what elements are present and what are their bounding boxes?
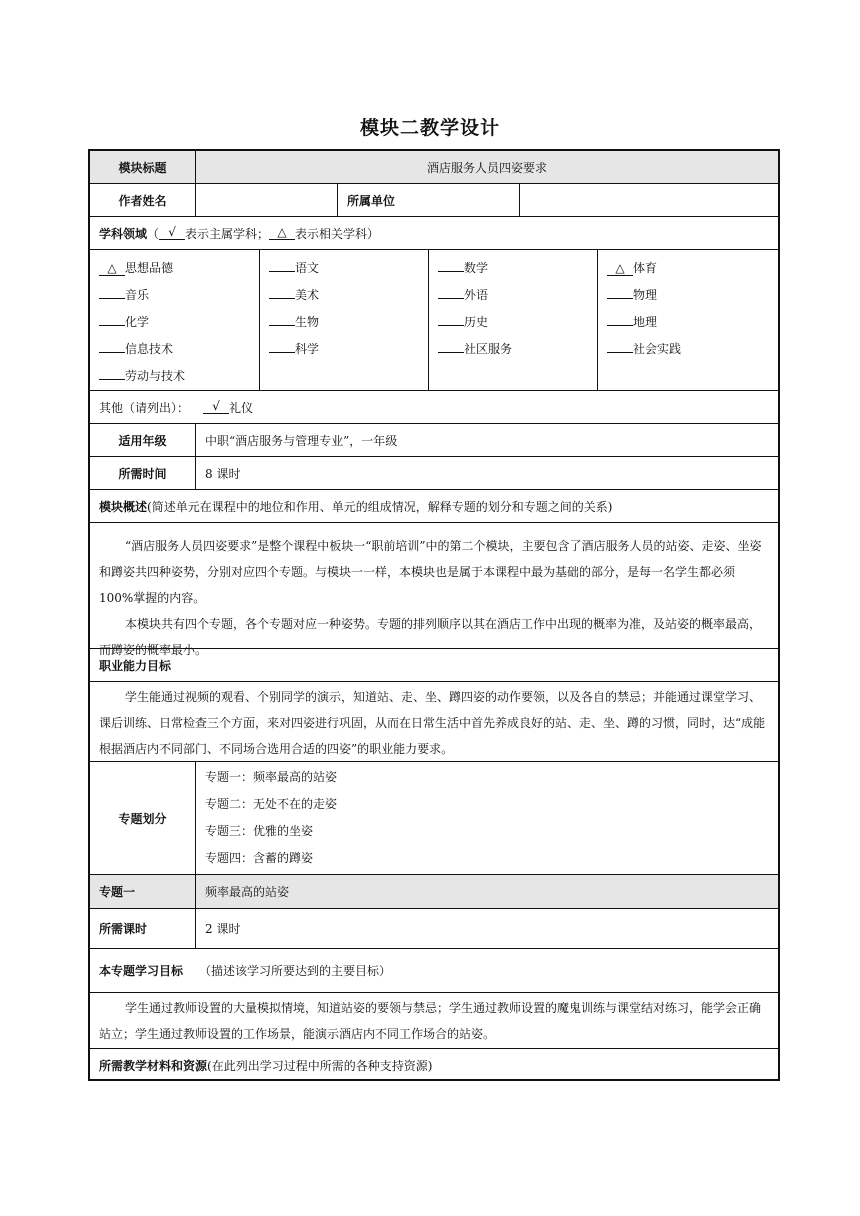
time-row xyxy=(90,457,778,490)
subject-item xyxy=(269,336,428,363)
overview-body-row xyxy=(90,523,778,657)
grade-row xyxy=(90,424,778,457)
overview-paragraph: 本模块共有四个专题，各个专题对应一种姿势。专题的排列顺序以其在酒店工作中出现的概率为准，及站姿的概率最高，而蹲姿的概率最小。 xyxy=(99,617,762,657)
goal-note: （描述该学习所要达到的主要目标） xyxy=(199,964,392,978)
topic1-value: 频率最高的站姿 xyxy=(205,885,290,899)
subject-item xyxy=(438,282,597,309)
subject-mark xyxy=(269,298,295,299)
subject-item xyxy=(269,309,428,336)
subject-name: 体育 xyxy=(633,261,658,275)
subject-area-row xyxy=(90,217,778,250)
materials-row xyxy=(90,1049,778,1081)
module-title-value: 酒店服务人员四姿要求 xyxy=(196,151,778,183)
subject-mark xyxy=(269,325,295,326)
subject-name: 音乐 xyxy=(125,288,150,302)
subject-item xyxy=(99,309,259,336)
overview-note: (简述单元在课程中的地位和作用、单元的组成情况，解释专题的划分和专题之间的关系) xyxy=(147,499,613,514)
subject-name: 化学 xyxy=(125,315,150,329)
goal-header xyxy=(90,949,778,992)
subject-name: 思想品德 xyxy=(125,261,174,275)
hours-label: 所需课时 xyxy=(90,909,196,948)
subject-item xyxy=(99,363,259,390)
subject-item xyxy=(99,282,259,309)
hours-row xyxy=(90,909,778,949)
module-title-label: 模块标题 xyxy=(90,151,196,183)
other-mark: √ xyxy=(203,400,229,414)
subject-area-open: （ xyxy=(147,226,160,241)
subject-item xyxy=(269,282,428,309)
subject-name: 地理 xyxy=(633,315,658,329)
subject-column xyxy=(598,250,778,390)
subject-mark xyxy=(438,352,464,353)
ability-body-row xyxy=(90,682,778,762)
subject-name: 历史 xyxy=(464,315,489,329)
ability-paragraph: 学生能通过视频的观看、个别同学的演示，知道站、走、坐、蹲四姿的动作要领，以及各自的禁忌；并能通过课堂学习、课后训练、日常检查三个方面，来对四姿进行巩固，从而在日常生活中首先养成良好的站、走、坐、蹲的习惯，同时，达“成能根据酒店内不同部门、不同场合选用合适的四姿”的职业能力要求。 xyxy=(99,690,766,756)
topic-item: 专题一：频率最高的站姿 xyxy=(205,770,338,784)
topic-item: 专题二：无处不在的走姿 xyxy=(205,797,338,811)
other-value: 礼仪 xyxy=(229,400,254,415)
materials-note: (在此列出学习过程中所需的各种支持资源) xyxy=(207,1058,433,1073)
author-label: 作者姓名 xyxy=(90,184,196,216)
topics-list xyxy=(196,762,778,874)
author-name-field[interactable] xyxy=(196,184,338,216)
grade-label: 适用年级 xyxy=(90,424,196,456)
primary-text: 表示主属学科； xyxy=(185,226,270,241)
subject-mark xyxy=(99,352,125,353)
module-title-row xyxy=(90,151,778,184)
subject-name: 外语 xyxy=(464,288,489,302)
related-mark: △ xyxy=(269,226,295,240)
materials-label: 所需教学材料和资源 xyxy=(99,1058,208,1073)
topic-item: 专题三：优雅的坐姿 xyxy=(205,824,314,838)
subject-area-header xyxy=(90,217,778,249)
subject-area-label: 学科领域 xyxy=(99,226,148,241)
subject-item xyxy=(607,336,778,363)
subject-name: 社会实践 xyxy=(633,342,682,356)
time-value: 8 课时 xyxy=(205,466,241,481)
overview-header-row xyxy=(90,490,778,523)
subject-name: 生物 xyxy=(295,315,320,329)
subject-mark xyxy=(607,298,633,299)
topics-label: 专题划分 xyxy=(90,762,196,874)
subject-name: 科学 xyxy=(295,342,320,356)
subject-item xyxy=(438,336,597,363)
ability-header-row xyxy=(90,649,778,682)
subject-name: 信息技术 xyxy=(125,342,174,356)
primary-mark: √ xyxy=(159,226,185,240)
subject-item xyxy=(607,309,778,336)
subject-mark: △ xyxy=(607,262,633,276)
subject-mark xyxy=(607,325,633,326)
subject-mark xyxy=(438,271,464,272)
subject-mark xyxy=(438,298,464,299)
topic1-label: 专题一 xyxy=(90,875,196,908)
design-table xyxy=(88,149,780,1081)
related-text: 表示相关学科） xyxy=(295,226,380,241)
ability-text xyxy=(99,684,770,762)
goal-header-row xyxy=(90,949,778,993)
subject-mark xyxy=(99,379,125,380)
subject-item xyxy=(607,255,778,282)
subject-column xyxy=(429,250,598,390)
subject-name: 美术 xyxy=(295,288,320,302)
other-row xyxy=(90,391,778,424)
other-label: 其他（请列出）： xyxy=(99,400,190,415)
subject-mark xyxy=(99,298,125,299)
subject-item xyxy=(607,282,778,309)
unit-label: 所属单位 xyxy=(338,184,520,216)
overview-text xyxy=(99,533,770,663)
subject-mark xyxy=(269,352,295,353)
hours-value: 2 课时 xyxy=(205,922,241,936)
overview-header xyxy=(90,490,778,522)
subject-name: 劳动与技术 xyxy=(125,369,186,383)
goal-paragraph: 学生通过教师设置的大量模拟情境，知道站姿的要领与禁忌；学生通过教师设置的魔鬼训练与课堂结对练习，能学会正确站立；学生通过教师设置的工作场景，能演示酒店内不同工作场合的站姿。 xyxy=(99,1001,762,1041)
subject-item xyxy=(99,255,259,282)
subject-item xyxy=(269,255,428,282)
subject-mark xyxy=(438,325,464,326)
page-title: 模块二教学设计 xyxy=(359,117,500,139)
overview-paragraph: “酒店服务人员四姿要求”是整个课程中板块一“职前培训”中的第二个模块，主要包含了酒店服务人员的站姿、走姿、坐姿和蹲姿共四种姿势，分别对应四个专题。与模块一一样，本模块也是属于本课程中最为基础的部分，是每一名学生都必须 100%掌握的内容。 xyxy=(99,539,762,605)
subject-mark xyxy=(607,352,633,353)
subject-item xyxy=(438,255,597,282)
overview-label: 模块概述 xyxy=(99,499,148,514)
subject-item xyxy=(438,309,597,336)
subject-mark: △ xyxy=(99,262,125,276)
subject-grid-row xyxy=(90,250,778,391)
unit-field[interactable] xyxy=(520,184,778,216)
topics-row xyxy=(90,762,778,875)
subject-name: 语文 xyxy=(295,261,320,275)
grade-value: 中职“酒店服务与管理专业”，一年级 xyxy=(205,433,398,448)
subject-mark xyxy=(99,325,125,326)
topic-item: 专题四：含蓄的蹲姿 xyxy=(205,851,314,865)
topic1-row xyxy=(90,875,778,909)
other-cell xyxy=(90,391,778,423)
subject-column xyxy=(90,250,260,390)
ability-label: 职业能力目标 xyxy=(99,658,172,673)
goal-body-row xyxy=(90,993,778,1049)
materials-header xyxy=(90,1049,778,1081)
goal-text xyxy=(99,995,770,1047)
author-row xyxy=(90,184,778,217)
time-label: 所需时间 xyxy=(90,457,196,489)
subject-name: 社区服务 xyxy=(464,342,513,356)
subject-name: 物理 xyxy=(633,288,658,302)
subject-column xyxy=(260,250,429,390)
goal-label: 本专题学习目标 xyxy=(99,964,184,978)
subject-item xyxy=(99,336,259,363)
subject-name: 数学 xyxy=(464,261,489,275)
subject-mark xyxy=(269,271,295,272)
